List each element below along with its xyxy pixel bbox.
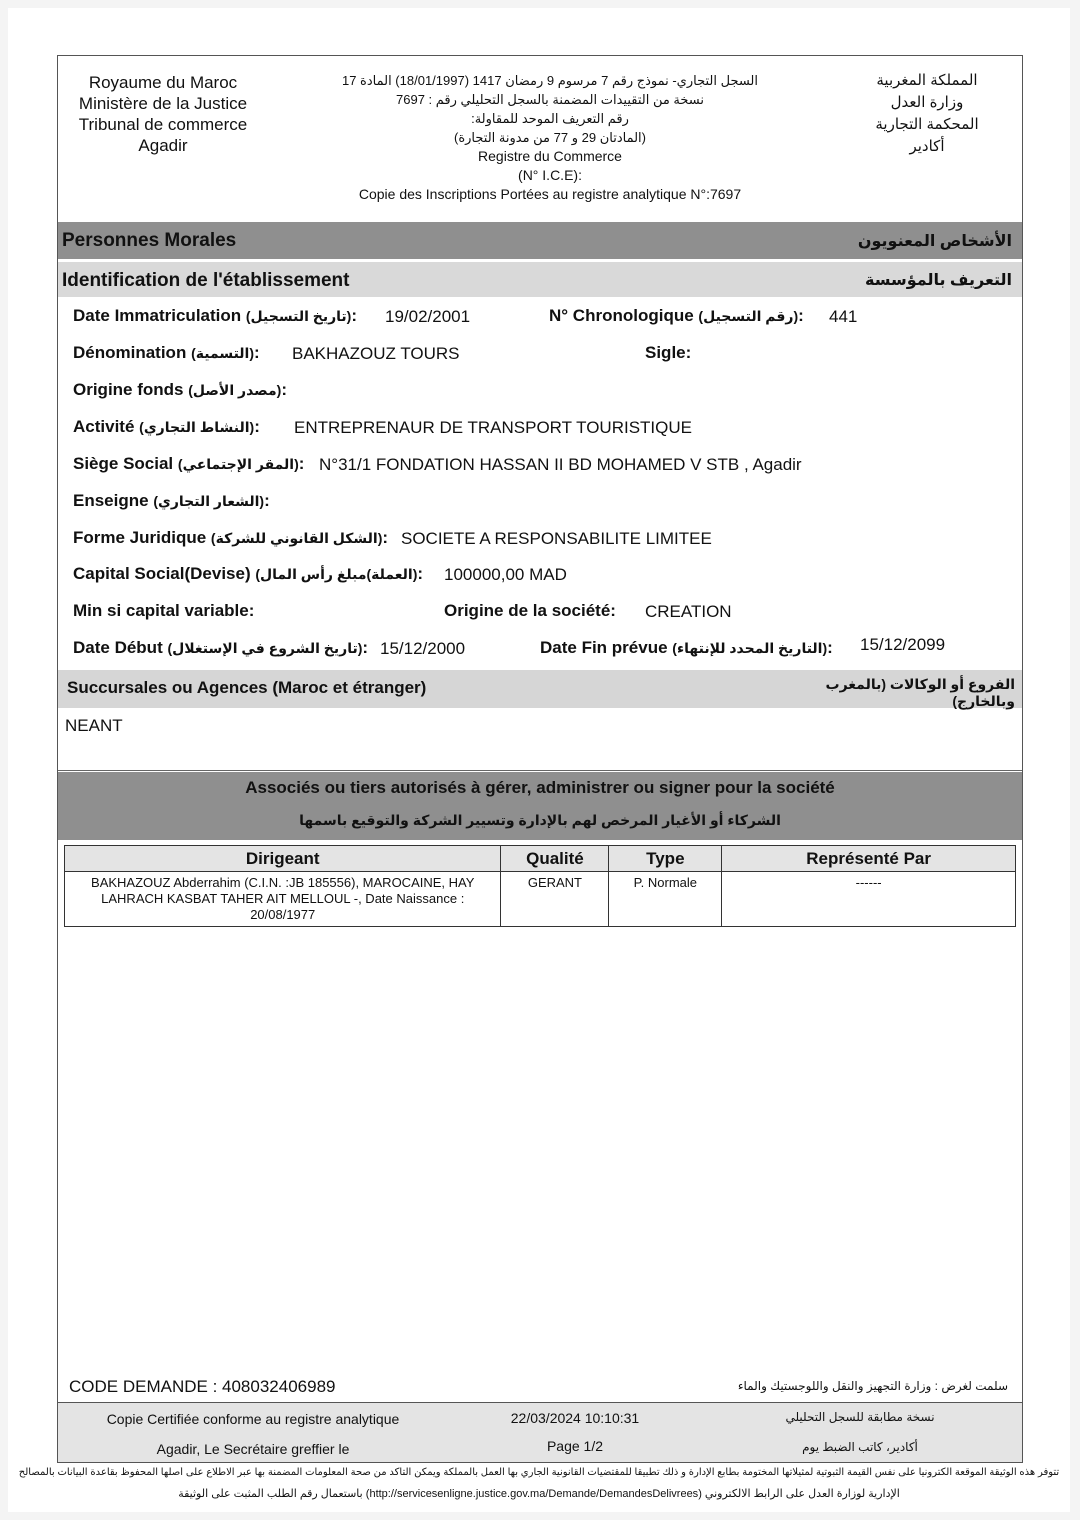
header-center-fr-line: (N° I.C.E): [518,167,582,183]
chronologique-label: N° Chronologique (رقم التسجيل): [549,306,804,325]
date-heure: 22/03/2024 10:10:31 [510,1410,640,1426]
header-right-line: أكادير [909,138,945,155]
dirigeants-table [64,845,1016,927]
date-debut-value: 15/12/2000 [380,639,466,658]
cell-qualite: GERANT [501,872,609,927]
date-fin-label: Date Fin prévue (التاريخ المحدد للإنتهاء): [540,638,833,657]
table-header-type: Type [609,846,722,872]
date-debut-label: Date Début (تاريخ الشروع في الإستغلال): [73,638,369,657]
header-center-ar-line: السجل التجاري- نموذج رقم 7 مرسوم 9 رمضان 1417 (18/01/1997) المادة 17 [341,73,759,88]
header-left-line: Ministère de la Justice [78,94,248,113]
chronologique-label-ar: (رقم التسجيل) [698,308,799,324]
denomination-value: BAKHAZOUZ TOURS [292,344,460,363]
origine-societe-label: Origine de la société: [444,601,616,620]
header-left-line: Royaume du Maroc [88,73,238,92]
identification-title: Identification de l'établissement [62,270,350,291]
code-demande: CODE DEMANDE : 408032406989 [69,1377,336,1396]
divider [58,770,1022,771]
origine-fonds-label: Origine fonds (مصدر الأصل): [73,380,287,399]
denomination-label: Dénomination (التسمية): [73,343,260,362]
cell-type: P. Normale [609,872,722,927]
siege-social-label-ar: (المقر الإجتماعي) [177,456,299,472]
personnes-morales-title-ar: الأشخاص المعنويون [857,233,1012,250]
disclaimer-line-2: الإدارية لوزارة العدل على الرابط الالكتروني (http://servicesenligne.justice.gov.ma/Demande/DemandesDelivrees) باستعمال رقم الطلب المثبت على الوثيقة [178,1488,900,1500]
succursales-title-ar: الفروع أو الوكالات (بالمغرب وبالخارج) [825,676,1015,709]
chronologique-value: 441 [829,307,858,326]
chronologique-label-fr: N° Chronologique [549,306,694,325]
activite-label: Activité (النشاط التجاري): [73,417,260,436]
date-immatriculation-value: 19/02/2001 [385,307,471,326]
header-left-line: Agadir [138,136,188,155]
siege-social-value: N°31/1 FONDATION HASSAN II BD MOHAMED V STB , Agadir [319,455,802,474]
forme-juridique-label-ar: (الشكل القانوني للشركة) [210,530,383,546]
date-immatriculation-label: Date Immatriculation (تاريخ التسجيل): [73,306,358,325]
header-left-block [60,72,266,156]
copie-certifiee: Copie Certifiée conforme au registre analytique [106,1411,400,1427]
activite-value: ENTREPRENAUR DE TRANSPORT TOURISTIQUE [294,418,692,437]
succursales-value: NEANT [65,716,123,735]
table-header-represente: Représenté Par [722,846,1016,872]
activite-label-ar: (النشاط التجاري) [139,419,255,435]
min-capital-label: Min si capital variable: [73,601,255,620]
header-center-fr-line: Copie des Inscriptions Portées au registre analytique N°:7697 [358,186,742,202]
denomination-label-fr: Dénomination [73,343,187,362]
table-row [65,872,1016,927]
header-center-fr-line: Registre du Commerce [478,148,622,164]
delivre-pour-ar: سلمت لغرض : وزارة التجهيز والنقل واللوجستيك والماء [737,1379,1008,1393]
succursales-title: Succursales ou Agences (Maroc et étranger) [67,678,427,697]
capital-social-label-fr: Capital Social(Devise) [73,564,251,583]
identification-title-ar: التعريف بالمؤسسة [864,272,1012,289]
capital-social-value: 100000,00 MAD [444,565,567,584]
header-center-block [300,71,800,204]
date-debut-label-fr: Date Début [73,638,163,657]
date-debut-label-ar: (تاريخ الشروع في الإستغلال) [167,640,363,656]
enseigne-label: Enseigne (الشعار التجاري): [73,491,270,510]
siege-social-label: Siège Social (المقر الإجتماعي): [73,454,305,473]
date-immatriculation-label-fr: Date Immatriculation [73,306,242,325]
table-header-dirigeant: Dirigeant [65,846,501,872]
header-right-line: المملكة المغربية [876,72,978,89]
date-immatriculation-label-ar: (تاريخ التسجيل) [245,308,352,324]
header-right-line: وزارة العدل [890,94,964,111]
date-fin-label-ar: (التاريخ المحدد للإنتهاء) [672,640,828,656]
header-right-block [862,70,992,158]
cell-dirigeant: BAKHAZOUZ Abderrahim (C.I.N. :JB 185556), MAROCAINE, HAY LAHRACH KASBAT TAHER AIT MELLOUL -, Date Naissance : 20/08/1977 [65,872,501,927]
origine-fonds-label-ar: (مصدر الأصل) [188,382,282,398]
siege-social-label-fr: Siège Social [73,454,174,473]
copie-certifiee-ar: نسخة مطابقة للسجل التحليلي [785,1410,935,1424]
header-left-line: Tribunal de commerce [78,115,248,134]
forme-juridique-value: SOCIETE A RESPONSABILITE LIMITEE [401,529,712,548]
date-fin-label-fr: Date Fin prévue [540,638,668,657]
associes-title: Associés ou tiers autorisés à gérer, administrer ou signer pour la société [245,778,835,797]
disclaimer-line-1: تتوفر هذه الوثيقة الموقعة الكترونيا على نفس القيمة الثبوتية لمثيلاتها المختومة بطابع الإدارة و ذلك تطبيقا للمقتضيات القانونية الجاري بها العمل بالمملكة ويمكن التأكد من صحة المعلومات المضمنة بها عبر الاطلاع على أصلها المحفوظ بقاعدة البيانات بالمصالح [18,1467,1060,1478]
forme-juridique-label-fr: Forme Juridique [73,528,207,547]
capital-social-label-ar: (العملة)مبلغ رأس المال) [255,566,418,582]
forme-juridique-label: Forme Juridique (الشكل القانوني للشركة): [73,528,389,547]
header-right-line: المحكمة التجارية [875,116,979,133]
denomination-label-ar: (التسمية) [191,345,255,361]
personnes-morales-title: Personnes Morales [62,230,237,251]
enseigne-label-ar: (الشعار التجاري) [153,493,265,509]
origine-societe-value: CREATION [645,602,732,621]
table-header-qualite: Qualité [501,846,609,872]
capital-social-label: Capital Social(Devise) (العملة)مبلغ رأس المال): [73,564,424,583]
header-center-ar-line: رقم التعريف الموحد للمقاولة: [471,111,629,126]
greffier-ar: أكادير، كاتب الضبط يوم [802,1440,918,1454]
date-fin-value: 15/12/2099 [860,635,946,654]
sigle-label: Sigle: [645,343,692,362]
page-number: Page 1/2 [546,1438,604,1454]
origine-fonds-label-fr: Origine fonds [73,380,184,399]
header-center-ar-line: (المادتان 29 و 77 من مدونة التجارة) [454,130,646,145]
associes-title-ar: الشركاء أو الأغيار المرخص لهم بالإدارة وتسيير الشركة والتوقيع باسمها [299,812,781,828]
header-center-ar-line: نسخة من التقييدات المضمنة بالسجل التحليلي رقم : 7697 [396,92,704,107]
table-header-row [65,846,1016,872]
cell-represente: ------ [722,872,1016,927]
enseigne-label-fr: Enseigne [73,491,149,510]
greffier: Agadir, Le Secrétaire greffier le [156,1441,350,1457]
activite-label-fr: Activité [73,417,135,436]
